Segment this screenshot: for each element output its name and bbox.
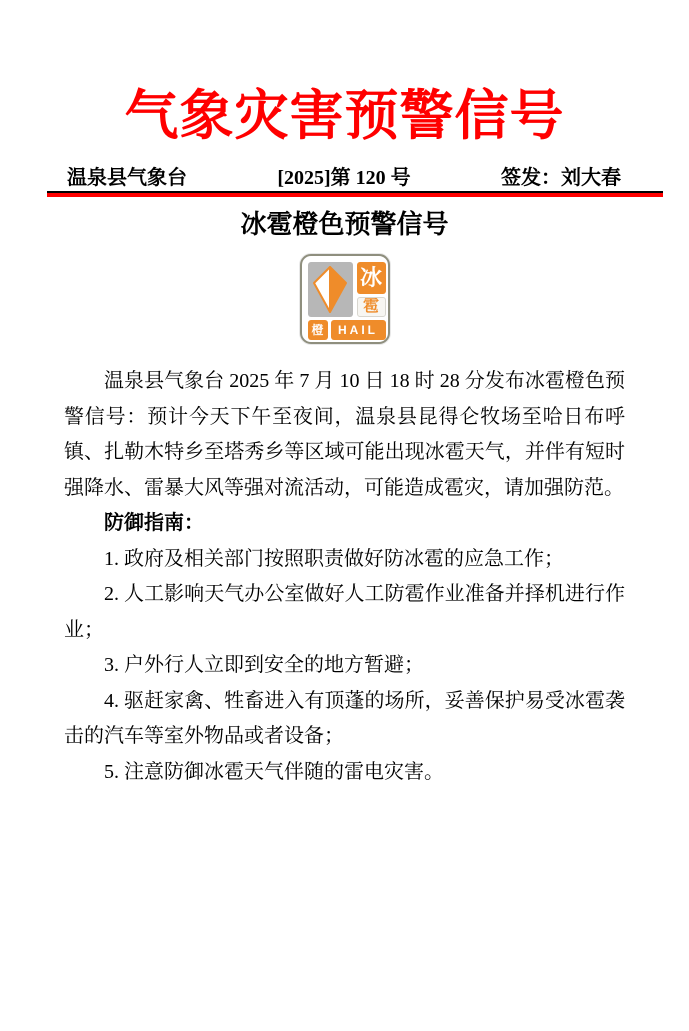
guide-item-2: 2. 人工影响天气办公室做好人工防雹作业准备并择机进行作业； [64, 583, 625, 641]
document-header-row [47, 166, 663, 190]
warning-signal-subtitle: 冰雹橙色预警信号 [240, 210, 449, 239]
guide-item-1: 1. 政府及相关部门按照职责做好防冰雹的应急工作； [104, 547, 564, 570]
guide-item-3: 3. 户外行人立即到安全的地方暂避； [104, 654, 424, 676]
hailstone-kite-shape [311, 265, 349, 314]
icon-char-bao: 雹 [357, 297, 386, 317]
document-body [64, 364, 625, 790]
document-title: 气象灾害预警信号 [124, 86, 565, 146]
guide-item-5: 5. 注意防御冰雹天气伴随的雷电灾害。 [104, 760, 444, 783]
issuing-station: 温泉县气象台 [67, 167, 187, 189]
signed-by: 签发：刘大春 [501, 167, 622, 189]
hailstone-icon [308, 262, 353, 317]
icon-hail-label: HAIL [331, 320, 386, 340]
warning-document-page [0, 86, 689, 1031]
icon-level-char-orange: 橙 [308, 320, 328, 340]
warning-icon-container [0, 254, 689, 344]
hail-orange-warning-icon [300, 254, 390, 344]
defense-guide-title: 防御指南： [104, 512, 204, 534]
header-divider-red [47, 193, 663, 197]
warning-paragraph: 温泉县气象台 2025 年 7 月 10 日 18 时 28 分发布冰雹橙色预警信号：预计今天下午至夜间，温泉县昆得仑牧场至哈日布呼镇、扎勒木特乡至塔秀乡等区域可能出现冰雹天气，并伴有短时强降水、雷暴大风等强对流活动，可能造成雹灾，请加强防范。 [64, 370, 625, 499]
document-number: [2025]第 120 号 [277, 167, 411, 189]
icon-char-bing: 冰 [357, 262, 386, 294]
guide-item-4: 4. 驱赶家禽、牲畜进入有顶蓬的场所，妥善保护易受冰雹袭击的汽车等室外物品或者设备； [64, 689, 625, 747]
